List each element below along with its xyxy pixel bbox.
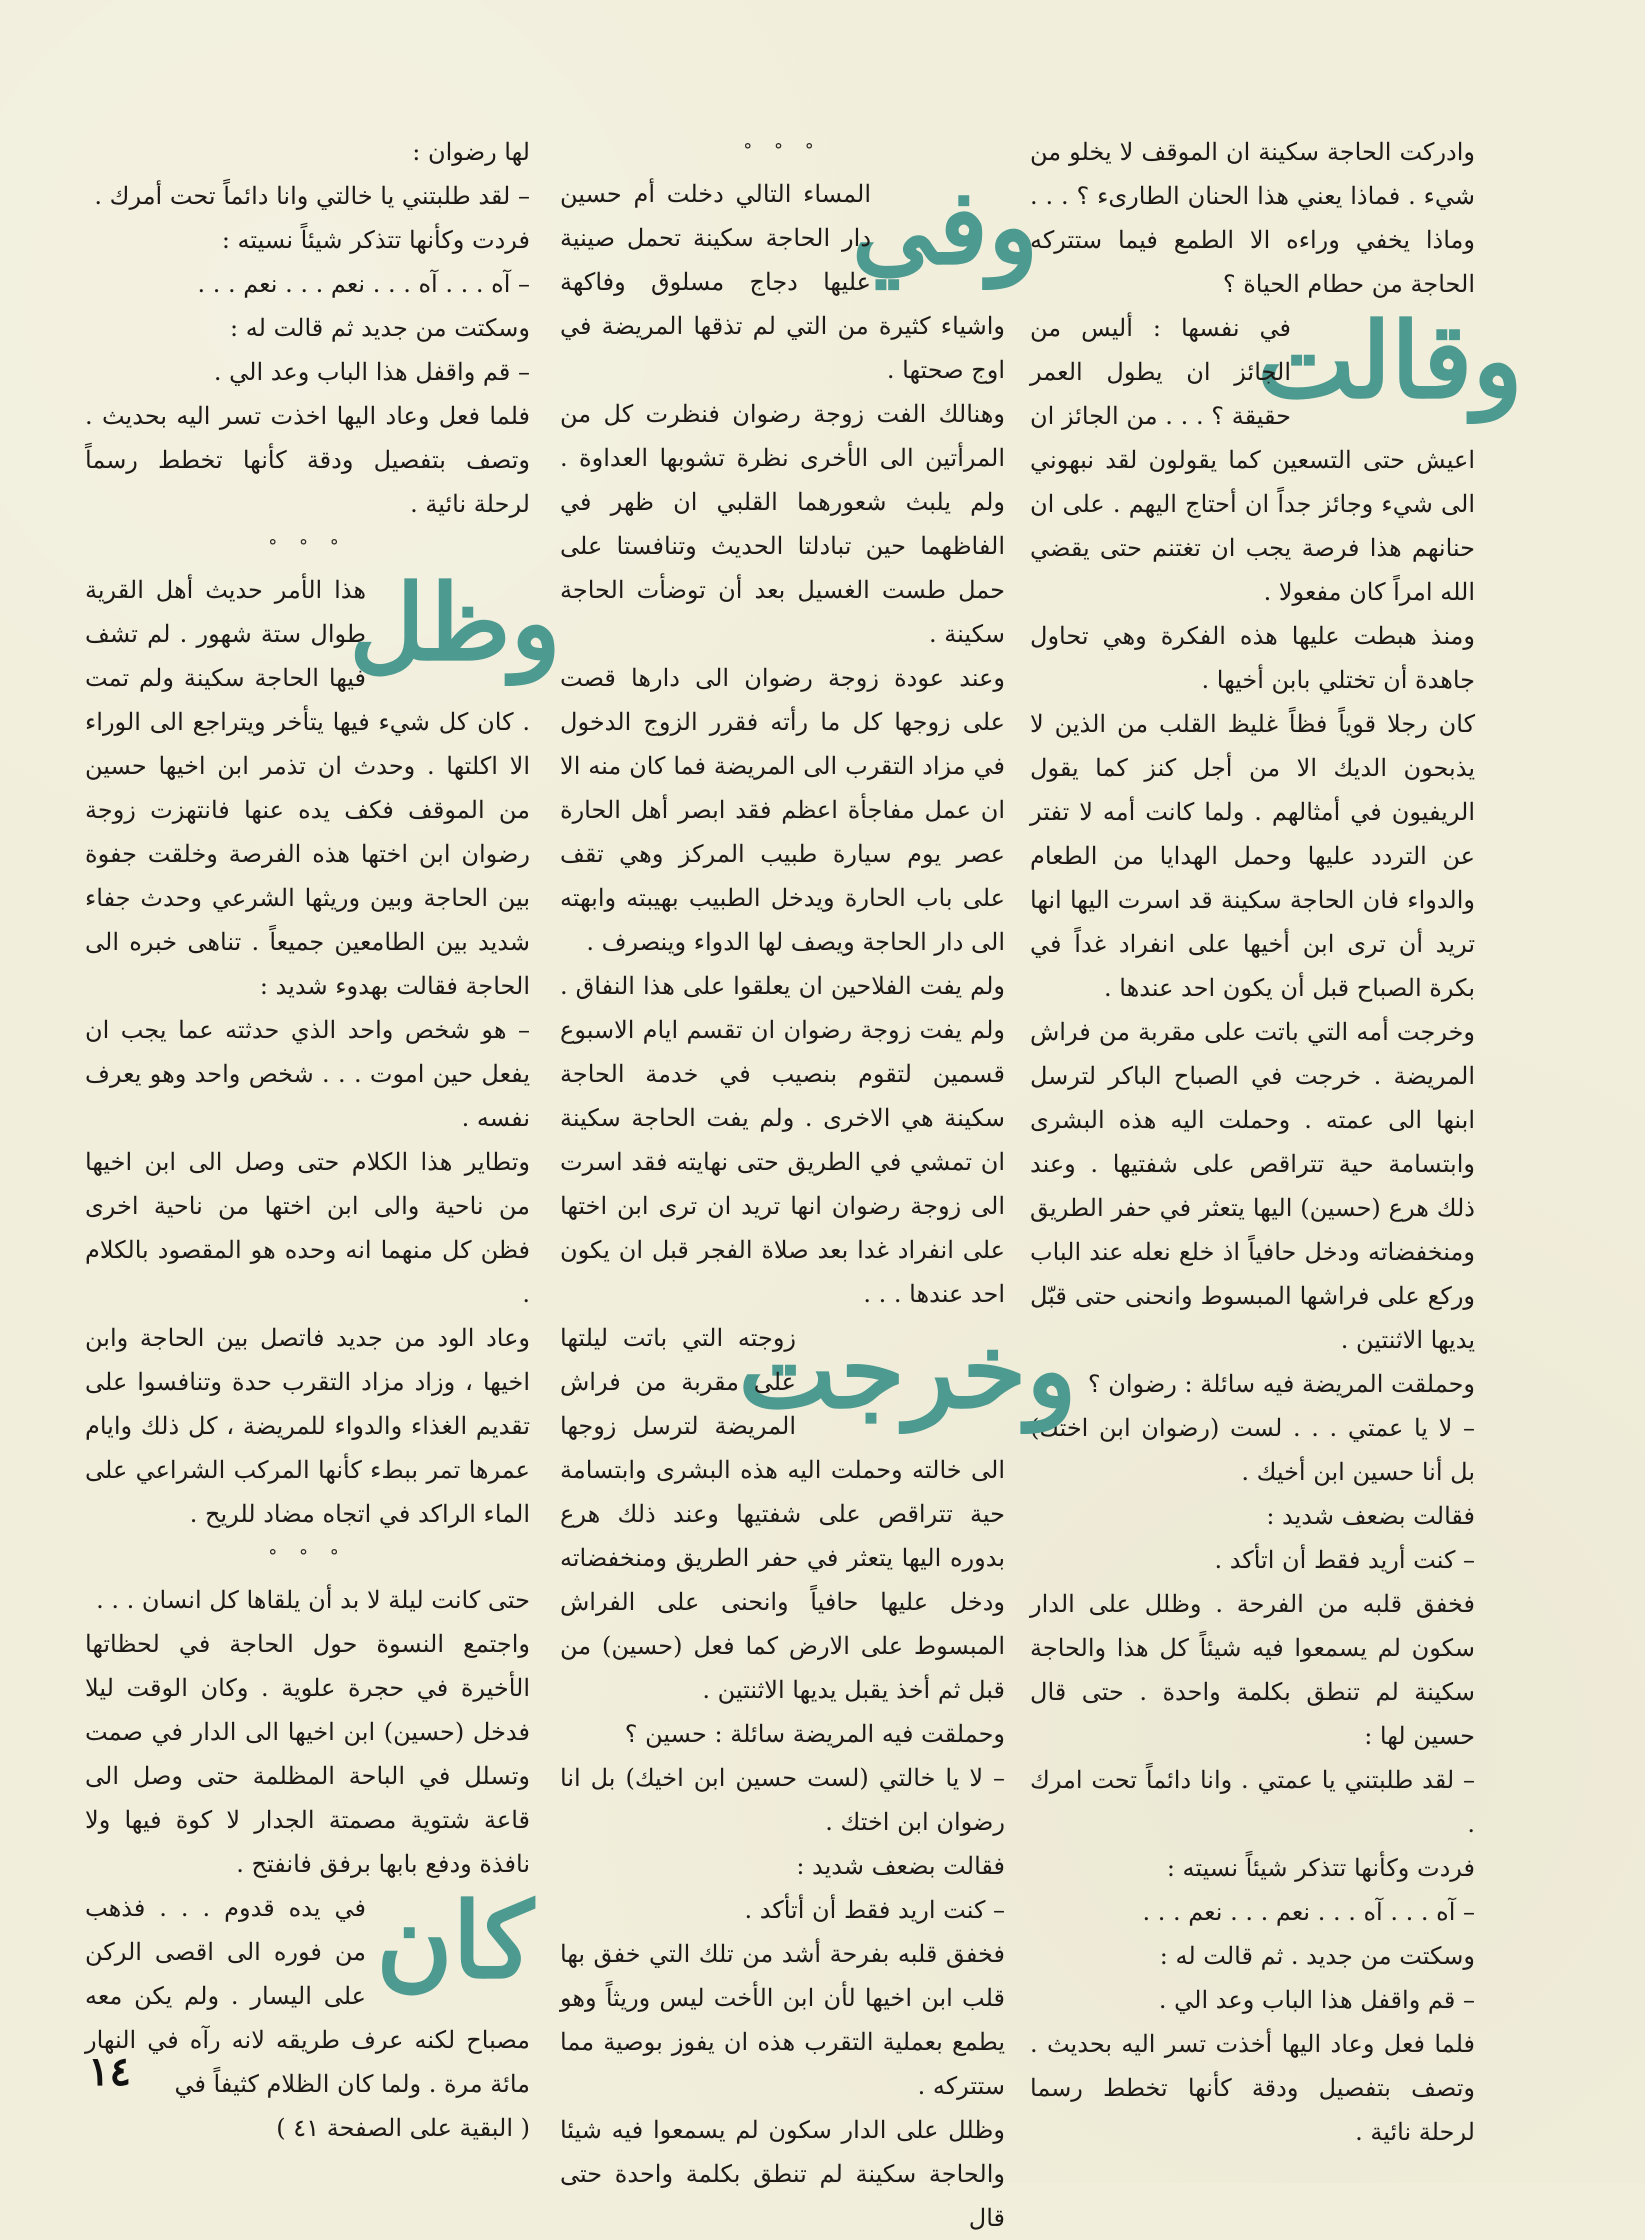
article-paragraph: هذا الأمر حديث أهل القرية طوال ستة شهور . لم تشف فيها الحاجة سكينة ولم تمت . كان كل شيء فيها يتأخر ويتراجع الى الوراء الا اكلتها . وحدث ان تذمر ابن اخيها حسين من الموقف فكف يده عنها فانتهزت زوجة رضوان ابن اختها هذه الفرصة وخلقت جفوة بين الحاجة وبين وريثها الشرعي وحدث جفاء شديد بين الطامعين جميعاً . تناهى خبره الى الحاجة فقالت بهدوء شديد : bbox=[85, 576, 530, 1000]
article-paragraph: فقالت بضعف شديد : bbox=[796, 1852, 1005, 1880]
column-right bbox=[1030, 130, 1523, 2154]
drop-cap-word: وظل bbox=[349, 561, 561, 684]
article-paragraph: فردت وكأنها تتذكر شيئاً نسيته : bbox=[1166, 1854, 1475, 1882]
article-paragraph: واجتمع النسوة حول الحاجة في لحظاتها الأخيرة في حجرة علوية . وكان الوقت ليلا فدخل (حسين) ابن اخيها الى الدار في صمت وتسلل في الباحة المظلمة حتى وصل الى قاعة شتوية مصمتة الجدار لا كوة فيها ولا نافذة ودفع بابها برفق فانفتح . bbox=[85, 1630, 530, 1878]
article-paragraph: المساء التالي دخلت أم حسين دار الحاجة سكينة تحمل صينية عليها دجاج مسلوق وفاكهة واشياء كثيرة من التي لم تذقها المريضة في اوج صحتها . bbox=[560, 180, 1005, 384]
drop-cap-word: كان bbox=[376, 1879, 534, 2002]
article-paragraph: وسكتت من جديد . ثم قالت له : bbox=[1159, 1942, 1475, 1970]
article-paragraph: فلما فعل وعاد اليها أخذت تسر اليه بحديث . وتصف بتفصيل ودقة كأنها تخطط رسما لرحلة نائية . bbox=[1030, 2030, 1475, 2146]
article-paragraph: لها رضوان : bbox=[412, 138, 530, 166]
page-number: ١٤ bbox=[88, 2048, 131, 2095]
article-paragraph: – قم واقفل هذا الباب وعد الي . bbox=[1158, 1986, 1475, 2014]
article-paragraph: وخرجت أمه التي باتت على مقربة من فراش المريضة . خرجت في الصباح الباكر لترسل ابنها الى عمته . وحملت اليه هذه البشرى وابتسامة حية تتراقص على شفتيها . وعند ذلك هرع (حسين) اليها يتعثر في حفر الطريق ومنخفضاته ودخل حافياً اذ خلع نعله عند الباب وركع على فراشها المبسوط وانحنى حتى قبّل يديها الاثنتين . bbox=[1030, 1018, 1475, 1354]
article-paragraph: وحملقت فيه المريضة سائلة : حسين ؟ bbox=[624, 1720, 1005, 1748]
article-paragraph: – لقد طلبتني يا خالتي وانا دائماً تحت أمرك . bbox=[94, 182, 530, 210]
article-paragraph: كان رجلا قوياً فظاً غليظ القلب من الذين لا يذبحون الديك الا من أجل كنز كما يقول الريفيون في أمثالهم . ولما كانت أمه لا تفتر عن التردد عليها وحمل الهدايا من الطعام والدواء فان الحاجة سكينة قد اسرت اليها انها تريد أن ترى ابن أخيها على انفراد غداً في بكرة الصباح قبل أن يكون احد عندها . bbox=[1030, 710, 1475, 1002]
article-paragraph: وحملقت المريضة فيه سائلة : رضوان ؟ bbox=[1087, 1370, 1475, 1398]
drop-cap-word: وفي bbox=[851, 165, 1039, 288]
article-paragraph: وسكتت من جديد ثم قالت له : bbox=[230, 314, 530, 342]
article-paragraph: وادركت الحاجة سكينة ان الموقف لا يخلو من شيء . فماذا يعني هذا الحنان الطارىء ؟ . . . وماذا يخفي وراءه الا الطمع فيما ستتركه الحاجة من حطام الحياة ؟ bbox=[1030, 138, 1475, 298]
article-paragraph: فقالت بضعف شديد : bbox=[1266, 1502, 1475, 1530]
article-paragraph: ومنذ هبطت عليها هذه الفكرة وهي تحاول جاهدة أن تختلي بابن أخيها . bbox=[1030, 622, 1475, 694]
article-paragraph: وعند عودة زوجة رضوان الى دارها قصت على زوجها كل ما رأته فقرر الزوج الدخول في مزاد التقرب الى المريضة فما كان منه الا ان عمل مفاجأة اعظم فقد ابصر أهل الحارة عصر يوم سيارة طبيب المركز وهي تقف على باب الحارة ويدخل الطبيب بهيبته وابهته الى دار الحاجة ويصف لها الدواء وينصرف . bbox=[560, 664, 1005, 956]
article-paragraph: في نفسها : أليس من الجائز ان يطول العمر حقيقة ؟ . . . من الجائز ان اعيش حتى التسعين كما يقولون لقد نبهوني الى شيء وجائز جداً ان أحتاج اليهم . على ان حنانهم هذا فرصة يجب ان تغتنم حتى يقضي الله امراً كان مفعولا . bbox=[1030, 314, 1475, 606]
article-paragraph: وعاد الود من جديد فاتصل بين الحاجة وابن اخيها ، وزاد مزاد التقرب حدة وتنافسوا على تقديم الغذاء والدواء للمريضة ، كل ذلك وايام عمرها تمر ببطء كأنها المركب الشراعي على الماء الراكد في اتجاه مضاد للريح . bbox=[85, 1324, 530, 1528]
drop-cap-word: وخرجت bbox=[738, 1309, 1077, 1432]
article-paragraph: فخفق قلبه بفرحة أشد من تلك التي خفق بها قلب ابن اخيها لأن ابن الأخت ليس وريثاً وهو يطمع بعملية التقرب هذه ان يفوز بوصية مما ستتركه . bbox=[560, 1940, 1005, 2100]
article-paragraph: حتى كانت ليلة لا بد أن يلقاها كل انسان . . . bbox=[96, 1586, 530, 1614]
article-paragraph: – كنت اريد فقط أن أتأكد . bbox=[744, 1896, 1005, 1924]
article-paragraph: وتطاير هذا الكلام حتى وصل الى ابن اخيها من ناحية والى ابن اختها من ناحية اخرى فظن كل منهما انه وحده هو المقصود بالكلام . bbox=[85, 1148, 530, 1308]
article-paragraph: فلما فعل وعاد اليها اخذت تسر اليه بحديث . وتصف بتفصيل ودقة كأنها تخطط رسماً لرحلة نائية . bbox=[85, 402, 530, 518]
section-separator: ° ° ° bbox=[268, 536, 347, 557]
article-paragraph: – آه . . . آه . . . نعم . . . نعم . . . bbox=[197, 270, 530, 298]
article-paragraph: – كنت أريد فقط أن اتأكد . bbox=[1214, 1546, 1475, 1574]
article-paragraph: فخفق قلبه من الفرحة . وظلل على الدار سكون لم يسمعوا فيه شيئاً كل هذا والحاجة سكينة لم تنطق بكلمة واحدة . حتى قال حسين لها : bbox=[1030, 1590, 1475, 1750]
section-separator: ° ° ° bbox=[268, 1546, 347, 1567]
column-middle bbox=[560, 130, 1077, 2240]
article-paragraph: وظلل على الدار سكون لم يسمعوا فيه شيئا والحاجة سكينة لم تنطق بكلمة واحدة حتى قال bbox=[560, 2116, 1005, 2232]
article-paragraph: وهنالك الفت زوجة رضوان فنظرت كل من المرأتين الى الأخرى نظرة تشوبها العداوة . ولم يلبث شعورهما القلبي ان ظهر في الفاظهما حين تبادلتا الحديث وتنافستا على حمل طست الغسيل بعد أن توضأت الحاجة سكينة . bbox=[560, 400, 1005, 648]
drop-cap-word: وقالت bbox=[1257, 299, 1523, 422]
article-paragraph: – لا يا عمتي . . . لست (رضوان ابن اختك) بل أنا حسين ابن أخيك . bbox=[1030, 1414, 1475, 1486]
article-paragraph: في يده قدوم . . . فذهب من فوره الى اقصى الركن على اليسار . ولم يكن معه مصباح لكنه عرف طريقه لانه رآه في النهار مائة مرة . ولما كان الظلام كثيفاً في bbox=[85, 1894, 530, 2098]
article-paragraph: – هو شخص واحد الذي حدثته عما يجب ان يفعل حين اموت . . . شخص واحد وهو يعرف نفسه . bbox=[85, 1016, 530, 1132]
section-separator: ° ° ° bbox=[743, 140, 822, 161]
article-paragraph: – لا يا خالتي (لست حسين ابن اخيك) بل انا رضوان ابن اختك . bbox=[560, 1764, 1005, 1836]
article-paragraph: زوجته التي باتت ليلتها على مقربة من فراش المريضة لترسل زوجها الى خالته وحملت اليه هذه البشرى وابتسامة حية تتراقص على شفتيها وعند ذلك هرع بدوره اليها يتعثر في حفر الطريق ومنخفضاته ودخل عليها حافياً وانحنى على الفراش المبسوط على الارض كما فعل (حسين) من قبل ثم أخذ يقبل يديها الاثنتين . bbox=[560, 1324, 1005, 1704]
article-paragraph: ولم يفت الفلاحين ان يعلقوا على هذا النفاق . ولم يفت زوجة رضوان ان تقسم ايام الاسبوع قسمين لتقوم بنصيب في خدمة الحاجة سكينة هي الاخرى . ولم يفت الحاجة سكينة ان تمشي في الطريق حتى نهايته فقد اسرت الى زوجة رضوان انها تريد ان ترى ابن اختها على انفراد غدا بعد صلاة الفجر قبل ان يكون احد عندها . . . bbox=[560, 972, 1005, 1308]
article-paragraph: – لقد طلبتني يا عمتي . وانا دائماً تحت امرك . bbox=[1030, 1766, 1475, 1838]
continuation-note: ( البقية على الصفحة ٤١ ) bbox=[276, 2114, 530, 2142]
column-left bbox=[85, 130, 561, 2150]
article-paragraph: – قم واقفل هذا الباب وعد الي . bbox=[213, 358, 530, 386]
article-paragraph: فردت وكأنها تتذكر شيئاً نسيته : bbox=[221, 226, 530, 254]
article-paragraph: – آه . . . آه . . . نعم . . . نعم . . . bbox=[1142, 1898, 1475, 1926]
